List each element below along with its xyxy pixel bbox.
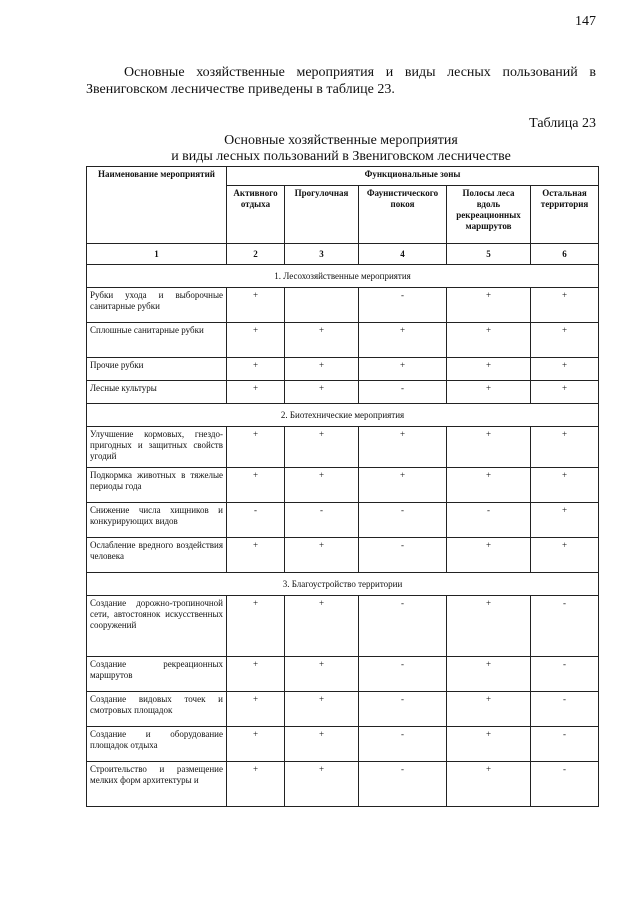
zone-mark: + — [447, 358, 531, 381]
zone-mark: + — [285, 727, 359, 762]
zone-mark: + — [227, 323, 285, 358]
zone-mark: + — [531, 427, 599, 468]
column-number-row — [87, 244, 599, 265]
measures-table — [86, 166, 599, 807]
zone-mark: + — [447, 468, 531, 503]
section-row — [87, 265, 599, 288]
zone-mark: + — [531, 538, 599, 573]
activity-name: Подкормка животных в тяжелые периоды года — [87, 468, 227, 503]
zone-mark: + — [227, 427, 285, 468]
zone-mark: + — [447, 381, 531, 404]
activity-row — [87, 381, 599, 404]
zone-mark: + — [359, 468, 447, 503]
activity-name: Создание рекреационных маршрутов — [87, 657, 227, 692]
section-title: 2. Биотехнические мероприятия — [87, 404, 599, 427]
zone-mark: + — [447, 323, 531, 358]
section-title: 1. Лесохозяйственные мероприятия — [87, 265, 599, 288]
zone-mark: - — [447, 503, 531, 538]
activity-name: Строительство и размещение мелких форм архитектуры и — [87, 762, 227, 807]
column-number: 3 — [285, 244, 359, 265]
zone-mark: - — [359, 381, 447, 404]
zone-mark: + — [447, 727, 531, 762]
activity-name: Ослабление вредного воздействия человека — [87, 538, 227, 573]
zone-mark: + — [531, 468, 599, 503]
activity-name: Улучшение кормовых, гнездо-пригодных и защитных свойств угодий — [87, 427, 227, 468]
activity-row — [87, 692, 599, 727]
zone-mark: - — [531, 657, 599, 692]
zone-mark: - — [359, 657, 447, 692]
header-zone-fauna-rest: Фаунистического покоя — [359, 186, 447, 244]
zone-mark: + — [285, 692, 359, 727]
column-number: 6 — [531, 244, 599, 265]
zone-mark: + — [531, 288, 599, 323]
header-zones-group: Функциональные зоны — [227, 167, 599, 186]
activity-row — [87, 358, 599, 381]
activity-row — [87, 727, 599, 762]
page-number: 147 — [575, 14, 596, 29]
zone-mark: - — [531, 727, 599, 762]
zone-mark: + — [531, 358, 599, 381]
header-zone-other: Остальная территория — [531, 186, 599, 244]
activity-row — [87, 323, 599, 358]
activity-name: Создание видовых точек и смотровых площадок — [87, 692, 227, 727]
zone-mark: + — [531, 381, 599, 404]
column-number: 2 — [227, 244, 285, 265]
zone-mark: + — [285, 323, 359, 358]
zone-mark: + — [227, 596, 285, 657]
activity-name: Лесные культуры — [87, 381, 227, 404]
section-title: 3. Благоустройство территории — [87, 573, 599, 596]
zone-mark: + — [285, 762, 359, 807]
activity-row — [87, 427, 599, 468]
activity-name: Сплошные санитарные рубки — [87, 323, 227, 358]
zone-mark: + — [227, 468, 285, 503]
header-zone-active-rest: Активного отдыха — [227, 186, 285, 244]
zone-mark: + — [447, 762, 531, 807]
zone-mark: + — [285, 468, 359, 503]
intro-paragraph: Основные хозяйственные мероприятия и виды лесных пользований в Звениговском лесничестве приведены в таблице 23. — [86, 65, 596, 97]
section-row — [87, 404, 599, 427]
zone-mark: + — [359, 427, 447, 468]
zone-mark: + — [447, 288, 531, 323]
header-zone-forest-strips: Полосы леса вдоль рекреационных маршрутов — [447, 186, 531, 244]
zone-mark: + — [227, 762, 285, 807]
zone-mark: - — [531, 596, 599, 657]
zone-mark: + — [285, 358, 359, 381]
activity-row — [87, 288, 599, 323]
zone-mark: + — [227, 288, 285, 323]
zone-mark: - — [531, 762, 599, 807]
zone-mark: + — [447, 692, 531, 727]
zone-mark: + — [227, 538, 285, 573]
zone-mark: + — [285, 427, 359, 468]
activity-row — [87, 762, 599, 807]
zone-mark: - — [531, 692, 599, 727]
section-row — [87, 573, 599, 596]
zone-mark: + — [447, 427, 531, 468]
column-number: 4 — [359, 244, 447, 265]
zone-mark: + — [359, 358, 447, 381]
zone-mark: - — [359, 596, 447, 657]
zone-mark: + — [227, 657, 285, 692]
zone-mark: + — [227, 358, 285, 381]
activity-row — [87, 503, 599, 538]
zone-mark: + — [285, 657, 359, 692]
activity-name: Рубки ухода и выборочные санитарные рубки — [87, 288, 227, 323]
column-number: 1 — [87, 244, 227, 265]
table-title — [86, 133, 596, 165]
activity-row — [87, 657, 599, 692]
activity-row — [87, 596, 599, 657]
zone-mark — [285, 288, 359, 323]
header-zone-walking: Прогулочная — [285, 186, 359, 244]
table-title-line2: и виды лесных пользований в Звениговском лесничестве — [171, 149, 511, 164]
activity-name: Создание дорожно-тропиночной сети, автостоянок искусственных сооружений — [87, 596, 227, 657]
zone-mark: + — [227, 692, 285, 727]
activity-row — [87, 468, 599, 503]
zone-mark: - — [359, 288, 447, 323]
zone-mark: + — [227, 381, 285, 404]
zone-mark: + — [285, 538, 359, 573]
header-row-1 — [87, 167, 599, 186]
activity-row — [87, 538, 599, 573]
table-title-line1: Основные хозяйственные мероприятия — [224, 133, 458, 148]
header-activity: Наименование мероприятий — [87, 167, 227, 244]
zone-mark: - — [359, 538, 447, 573]
zone-mark: - — [359, 727, 447, 762]
zone-mark: + — [359, 323, 447, 358]
zone-mark: - — [359, 503, 447, 538]
table-label: Таблица 23 — [529, 116, 596, 131]
zone-mark: - — [285, 503, 359, 538]
zone-mark: + — [285, 596, 359, 657]
zone-mark: - — [227, 503, 285, 538]
activity-name: Создание и оборудование площадок отдыха — [87, 727, 227, 762]
activity-name: Прочие рубки — [87, 358, 227, 381]
zone-mark: + — [285, 381, 359, 404]
zone-mark: - — [359, 692, 447, 727]
zone-mark: + — [447, 657, 531, 692]
zone-mark: + — [531, 503, 599, 538]
zone-mark: - — [359, 762, 447, 807]
zone-mark: + — [531, 323, 599, 358]
zone-mark: + — [447, 596, 531, 657]
column-number: 5 — [447, 244, 531, 265]
zone-mark: + — [227, 727, 285, 762]
zone-mark: + — [447, 538, 531, 573]
activity-name: Снижение числа хищников и конкурирующих видов — [87, 503, 227, 538]
